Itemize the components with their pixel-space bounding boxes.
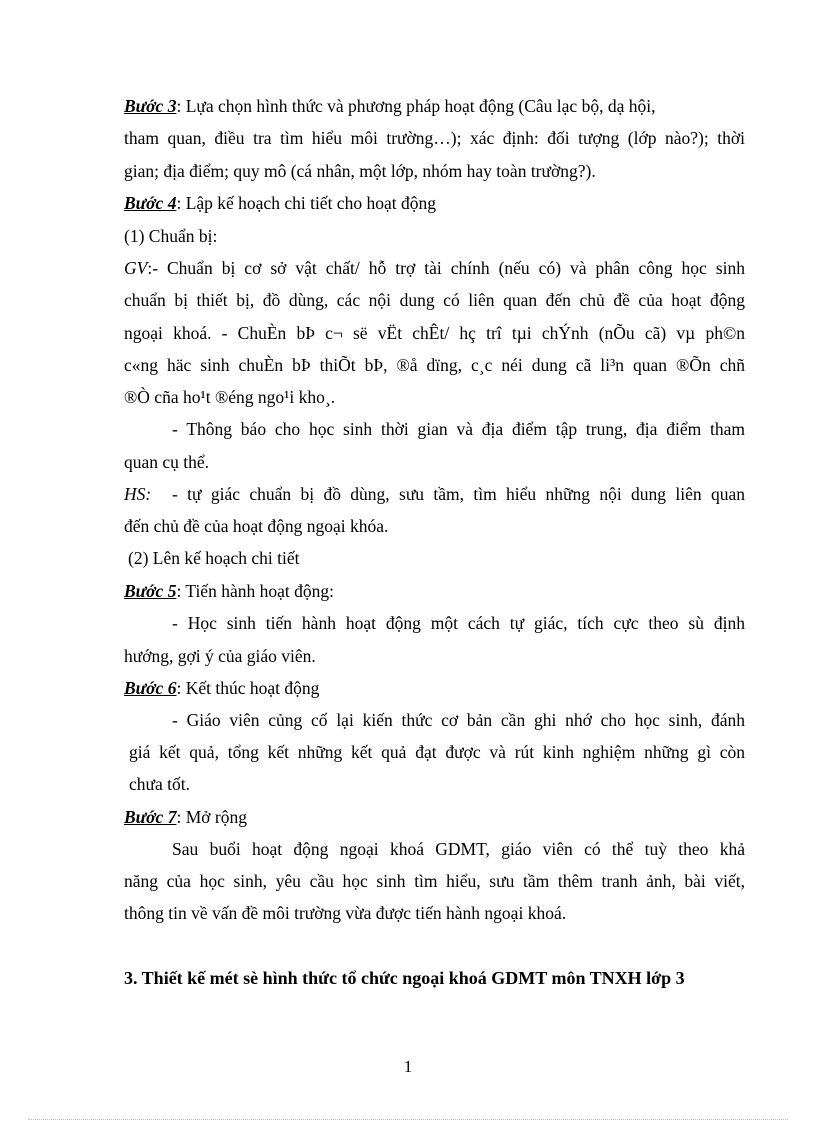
step3-line-2: tham quan, điều tra tìm hiểu môi trường…); xác định: đối tượng (lớp nào?); thời [124, 128, 745, 148]
notify-line-1: - Thông báo cho học sinh thời gian và địa điểm tập trung, địa điểm tham [172, 419, 745, 439]
section-heading: 3. Thiết kế mét sè hình thức tổ chức ngoại khoá GDMT môn TNXH lớp 3 [124, 968, 685, 988]
step5-line-2: hướng, gợi ý của giáo viên. [124, 646, 316, 666]
step6-line: Bước 6: Kết thúc hoạt động [124, 678, 320, 698]
step3-line-3: gian; địa điểm; quy mô (cá nhân, một lớp, nhóm hay toàn trường?). [124, 161, 596, 181]
step7-line-1: Sau buổi hoạt động ngoại khoá GDMT, giáo viên có thể tuỳ theo khả [172, 839, 745, 859]
plan-heading: (2) Lên kế hoạch chi tiết [128, 548, 300, 568]
gv-label: GV [124, 258, 148, 278]
step6-line-3: chưa tốt. [129, 774, 190, 794]
step3-line-1: Bước 3: Lựa chọn hình thức và phương pháp hoạt động (Câu lạc bộ, dạ hội, [124, 96, 656, 116]
notify-line-2: quan cụ thể. [124, 452, 210, 472]
step7-label: Bước 7 [124, 807, 177, 827]
gv-line-5: ®Ò cña ho¹t ®éng ngo¹i kho¸. [124, 387, 336, 407]
step7-line-2: năng của học sinh, yêu cầu học sinh tìm hiểu, sưu tầm thêm tranh ảnh, bài viết, [124, 871, 745, 891]
footer-divider [28, 1119, 788, 1120]
hs-line-1: HS: - tự giác chuẩn bị đồ dùng, sưu tầm, tìm hiểu những nội dung liên quan [124, 484, 745, 504]
gv-line-4: c«ng häc sinh chuÈn bÞ thiÕt bÞ, ®å dïng, c¸c néi dung cã li³n quan ®Õn chñ [124, 355, 745, 375]
step5-label: Bước 5 [124, 581, 177, 601]
step3-label: Bước 3 [124, 96, 177, 116]
step5-line-1: - Học sinh tiến hành hoạt động một cách tự giác, tích cực theo sù định [172, 613, 745, 633]
step7-line: Bước 7: Mở rộng [124, 807, 247, 827]
step6-line-2: giá kết quả, tổng kết những kết quả đạt được và rút kinh nghiệm những gì còn [129, 742, 745, 762]
step5-line: Bước 5: Tiến hành hoạt động: [124, 581, 334, 601]
hs-line-2: đến chủ đề của hoạt động ngoại khóa. [124, 516, 389, 536]
gv-line-3: ngoại khoá. - ChuÈn bÞ c¬ së vËt chÊt/ hç trî tµi chÝnh (nÕu cã) vµ ph©n [124, 323, 745, 343]
step4-label: Bước 4 [124, 193, 177, 213]
gv-line-1: GV :- Chuẩn bị cơ sở vật chất/ hỗ trợ tài chính (nếu có) và phân công học sinh [124, 258, 745, 278]
step7-line-3: thông tin về vấn đề môi trường vừa được tiến hành ngoại khoá. [124, 903, 567, 923]
hs-label: HS: [124, 484, 152, 504]
page-number: 1 [403, 1057, 413, 1076]
gv-line-2: chuẩn bị thiết bị, đồ dùng, các nội dung có liên quan đến chủ đề của hoạt động [124, 290, 745, 310]
step6-label: Bước 6 [124, 678, 177, 698]
prep-heading: (1) Chuẩn bị: [124, 226, 218, 246]
step6-line-1: - Giáo viên củng cố lại kiến thức cơ bản cần ghi nhớ cho học sinh, đánh [172, 710, 745, 730]
step4-line: Bước 4: Lập kế hoạch chi tiết cho hoạt động [124, 193, 436, 213]
